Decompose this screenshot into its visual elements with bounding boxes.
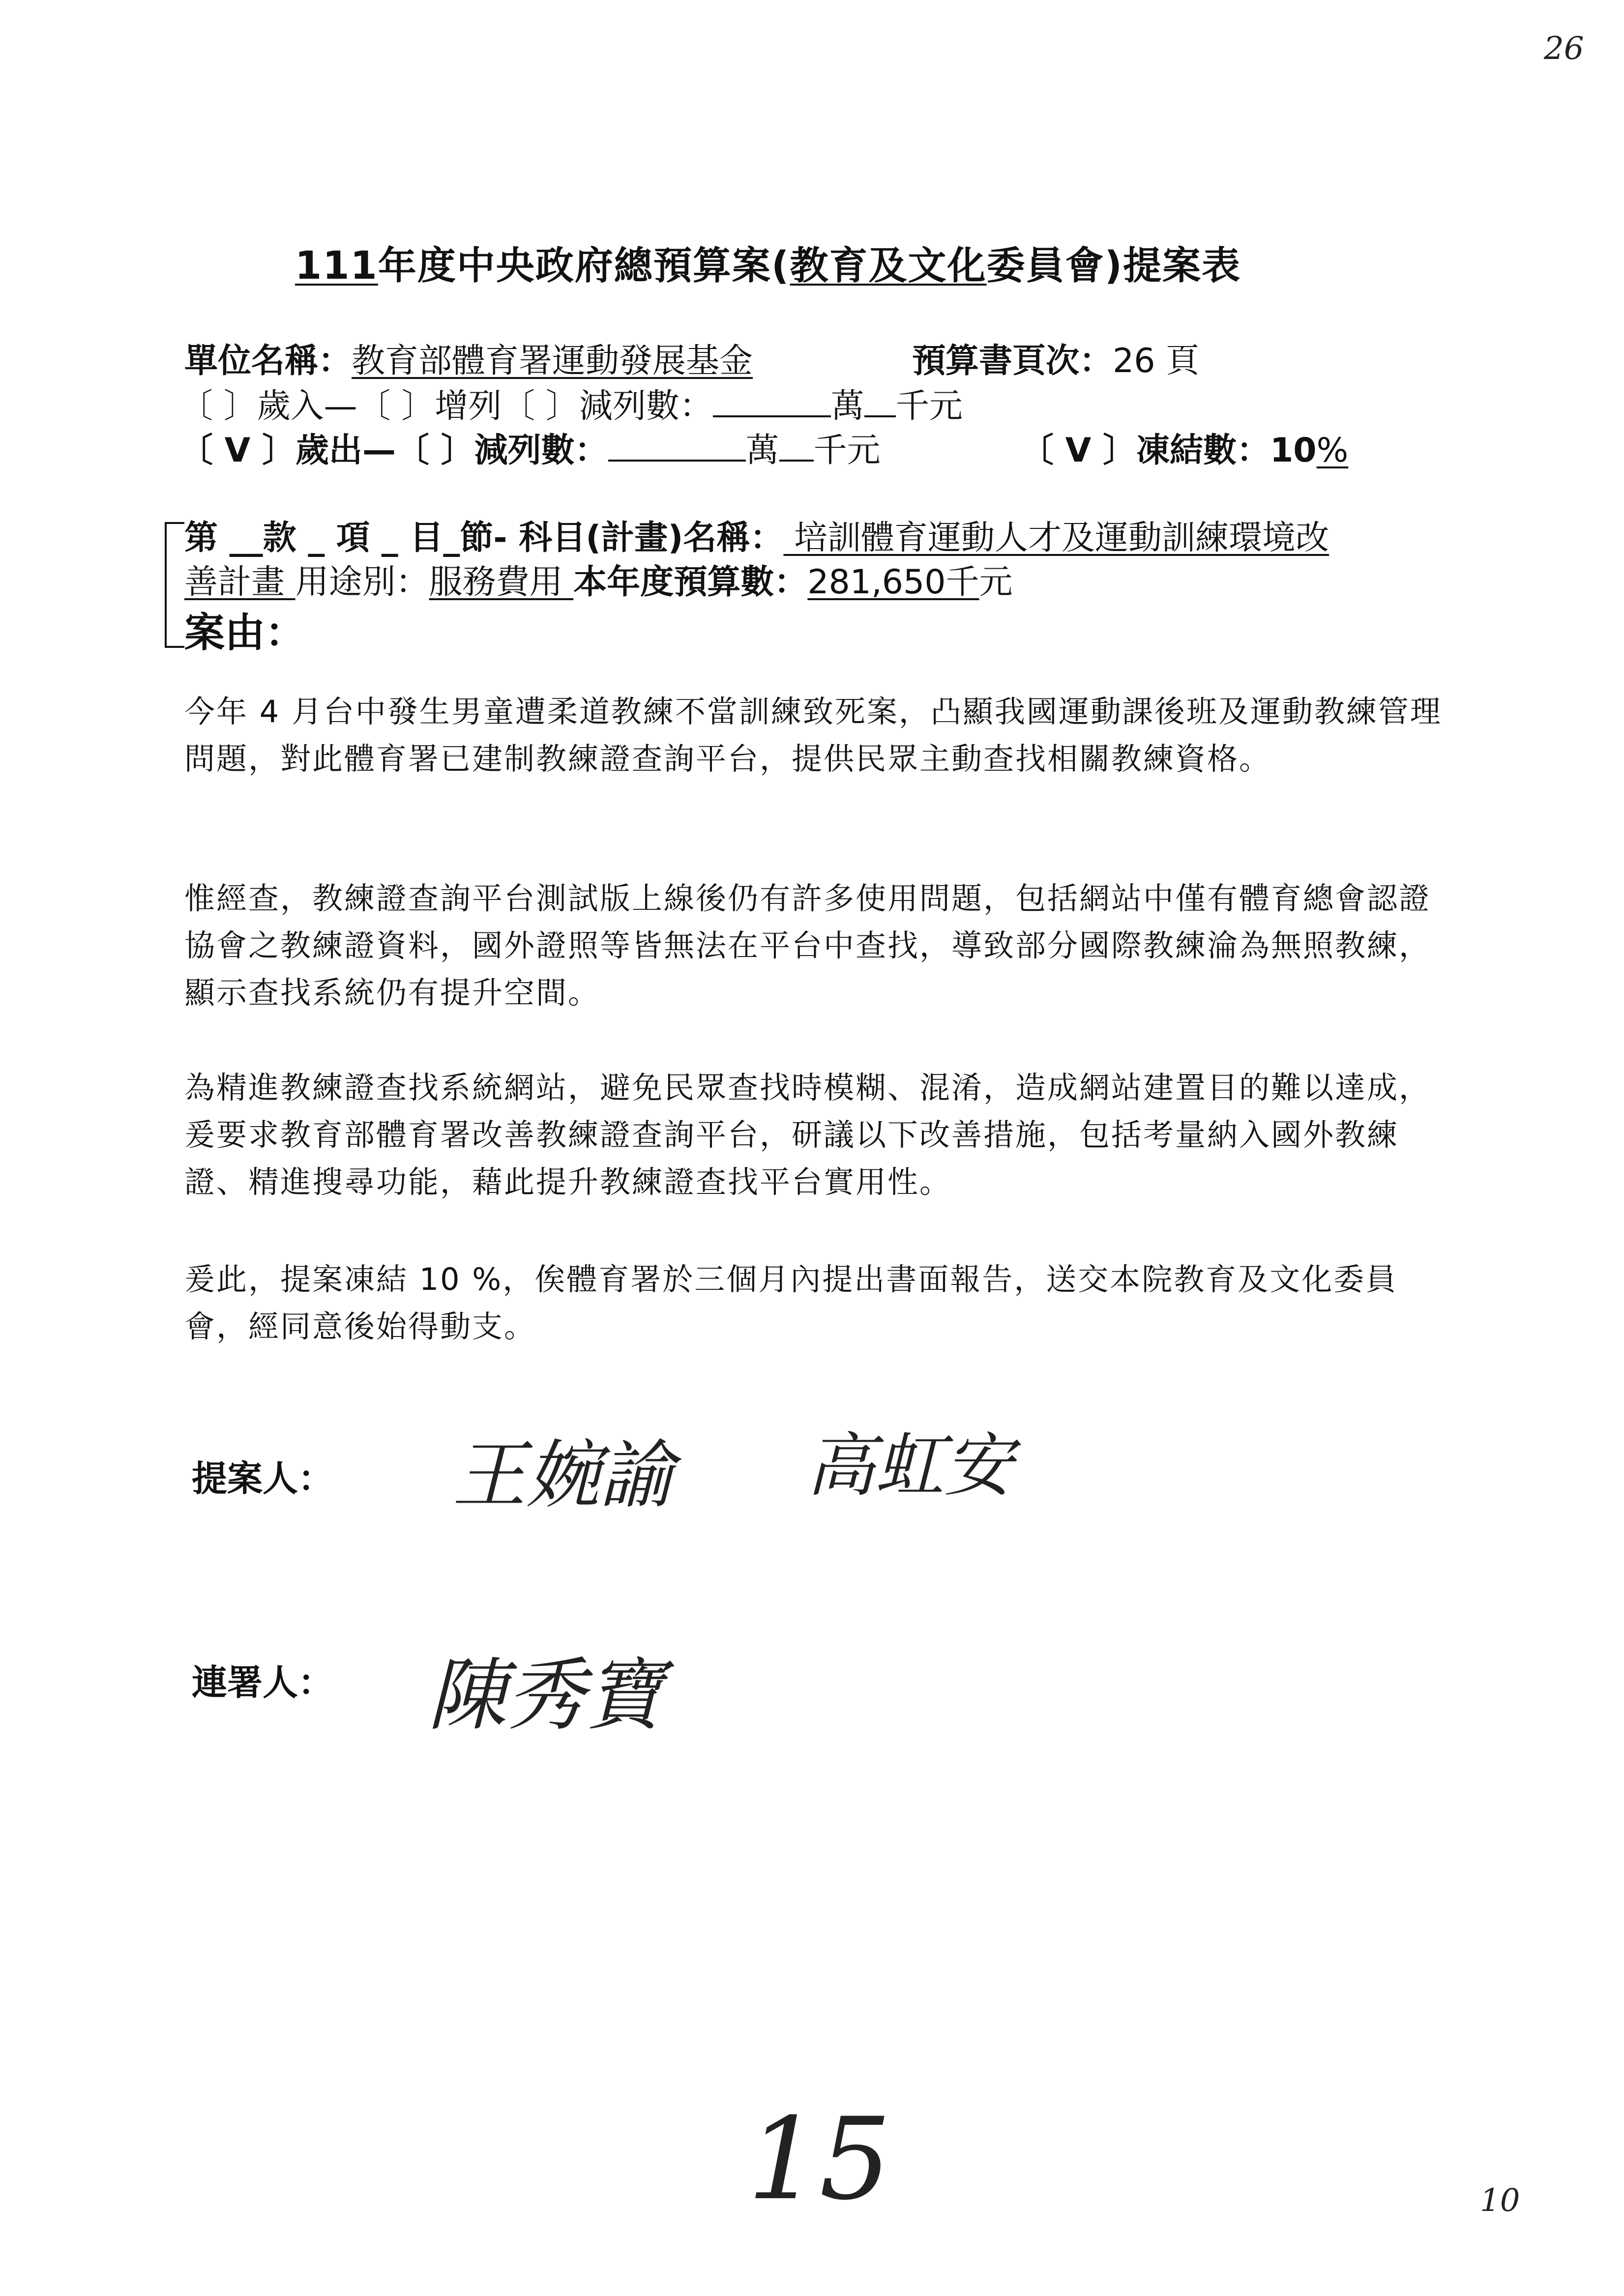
cosigner-signature-1: 陳秀寶	[428, 1649, 664, 1741]
page-mark-top: 26	[1544, 30, 1584, 67]
paragraph-3: 為精進教練證查找系統網站，避免民眾查找時模糊、混淆，造成網站建置目的難以達成，爰要求教育部體育署改善教練證查詢平台，研議以下改善措施，包括考量納入國外教練證、精進搜尋功能，藉此提升教練證查找平台實用性。	[184, 1070, 1431, 1200]
page-mark-bottom: 10	[1480, 2182, 1520, 2219]
proposer-signature-2: 高虹安	[806, 1426, 1013, 1506]
usage-label: 用途別：	[295, 563, 429, 602]
page-number: 15	[747, 2094, 891, 2225]
item-line-1	[184, 511, 1329, 559]
paragraph-4: 爰此，提案凍結 10 %，俟體育署於三個月內提出書面報告，送交本院教育及文化委員會，經同意後始得動支。	[184, 1261, 1398, 1344]
item-name-2: 善計畫	[184, 563, 295, 602]
revenue-line	[179, 379, 963, 427]
item-name-1: 培訓體育運動人才及運動訓練環境改	[783, 519, 1329, 557]
document-title	[295, 235, 1241, 290]
budget-unit: 元	[979, 563, 1013, 602]
expense-line	[179, 424, 881, 471]
expense-text: 〔 V 〕歲出—〔 〕減列數：	[179, 431, 608, 470]
cosigner-label: 連署人：	[192, 1662, 334, 1703]
page-value: 26 頁	[1113, 342, 1200, 380]
budget-value: 281,650千	[807, 563, 979, 602]
title-committee: 教育及文化	[790, 244, 987, 288]
item-line-2	[184, 555, 1013, 603]
reason-label: 案由：	[184, 610, 306, 656]
title-part2: 委員會)提案表	[986, 244, 1241, 288]
revenue-qian-blank	[864, 388, 896, 417]
freeze-label: 〔 V 〕凍結數：10	[1020, 431, 1317, 470]
freeze-line	[1020, 424, 1348, 471]
budget-page-line	[912, 334, 1199, 382]
proposer-label: 提案人：	[192, 1458, 334, 1499]
revenue-wan-blank	[713, 388, 831, 417]
usage-value: 服務費用	[429, 563, 574, 602]
paragraph-2: 惟經查，教練證查詢平台測試版上線後仍有許多使用問題，包括網站中僅有體育總會認證協會之教練證資料，國外證照等皆無法在平台中查找，導致部分國際教練淪為無照教練，顯示查找系統仍有提升空間。	[184, 880, 1431, 1011]
unit-line	[184, 334, 753, 382]
freeze-percent: %	[1316, 431, 1349, 470]
revenue-qian: 千元	[895, 387, 963, 426]
page-label: 預算書頁次：	[912, 342, 1113, 380]
revenue-wan: 萬	[830, 387, 864, 426]
item-head: 第 __款 _ 項 _ 目_節- 科目(計畫)名稱：	[184, 519, 784, 557]
expense-qian: 千元	[813, 431, 881, 470]
item-bracket	[165, 522, 184, 648]
revenue-text: 〔 〕歲入—〔 〕增列〔 〕減列數：	[179, 387, 713, 426]
unit-value: 教育部體育署運動發展基金	[352, 342, 753, 380]
expense-qian-blank	[779, 432, 814, 462]
expense-wan: 萬	[745, 431, 779, 470]
title-year: 111	[295, 244, 378, 288]
paragraph-1: 今年 4 月台中發生男童遭柔道教練不當訓練致死案，凸顯我國運動課後班及運動教練管理問題，對此體育署已建制教練證查詢平台，提供民眾主動查找相關教練資格。	[184, 694, 1442, 777]
unit-label: 單位名稱：	[184, 342, 352, 380]
budget-label: 本年度預算數：	[573, 563, 808, 602]
expense-wan-blank	[608, 432, 746, 462]
title-part1: 年度中央政府總預算案(	[378, 244, 790, 288]
proposer-signature-1: 王婉諭	[452, 1433, 674, 1518]
